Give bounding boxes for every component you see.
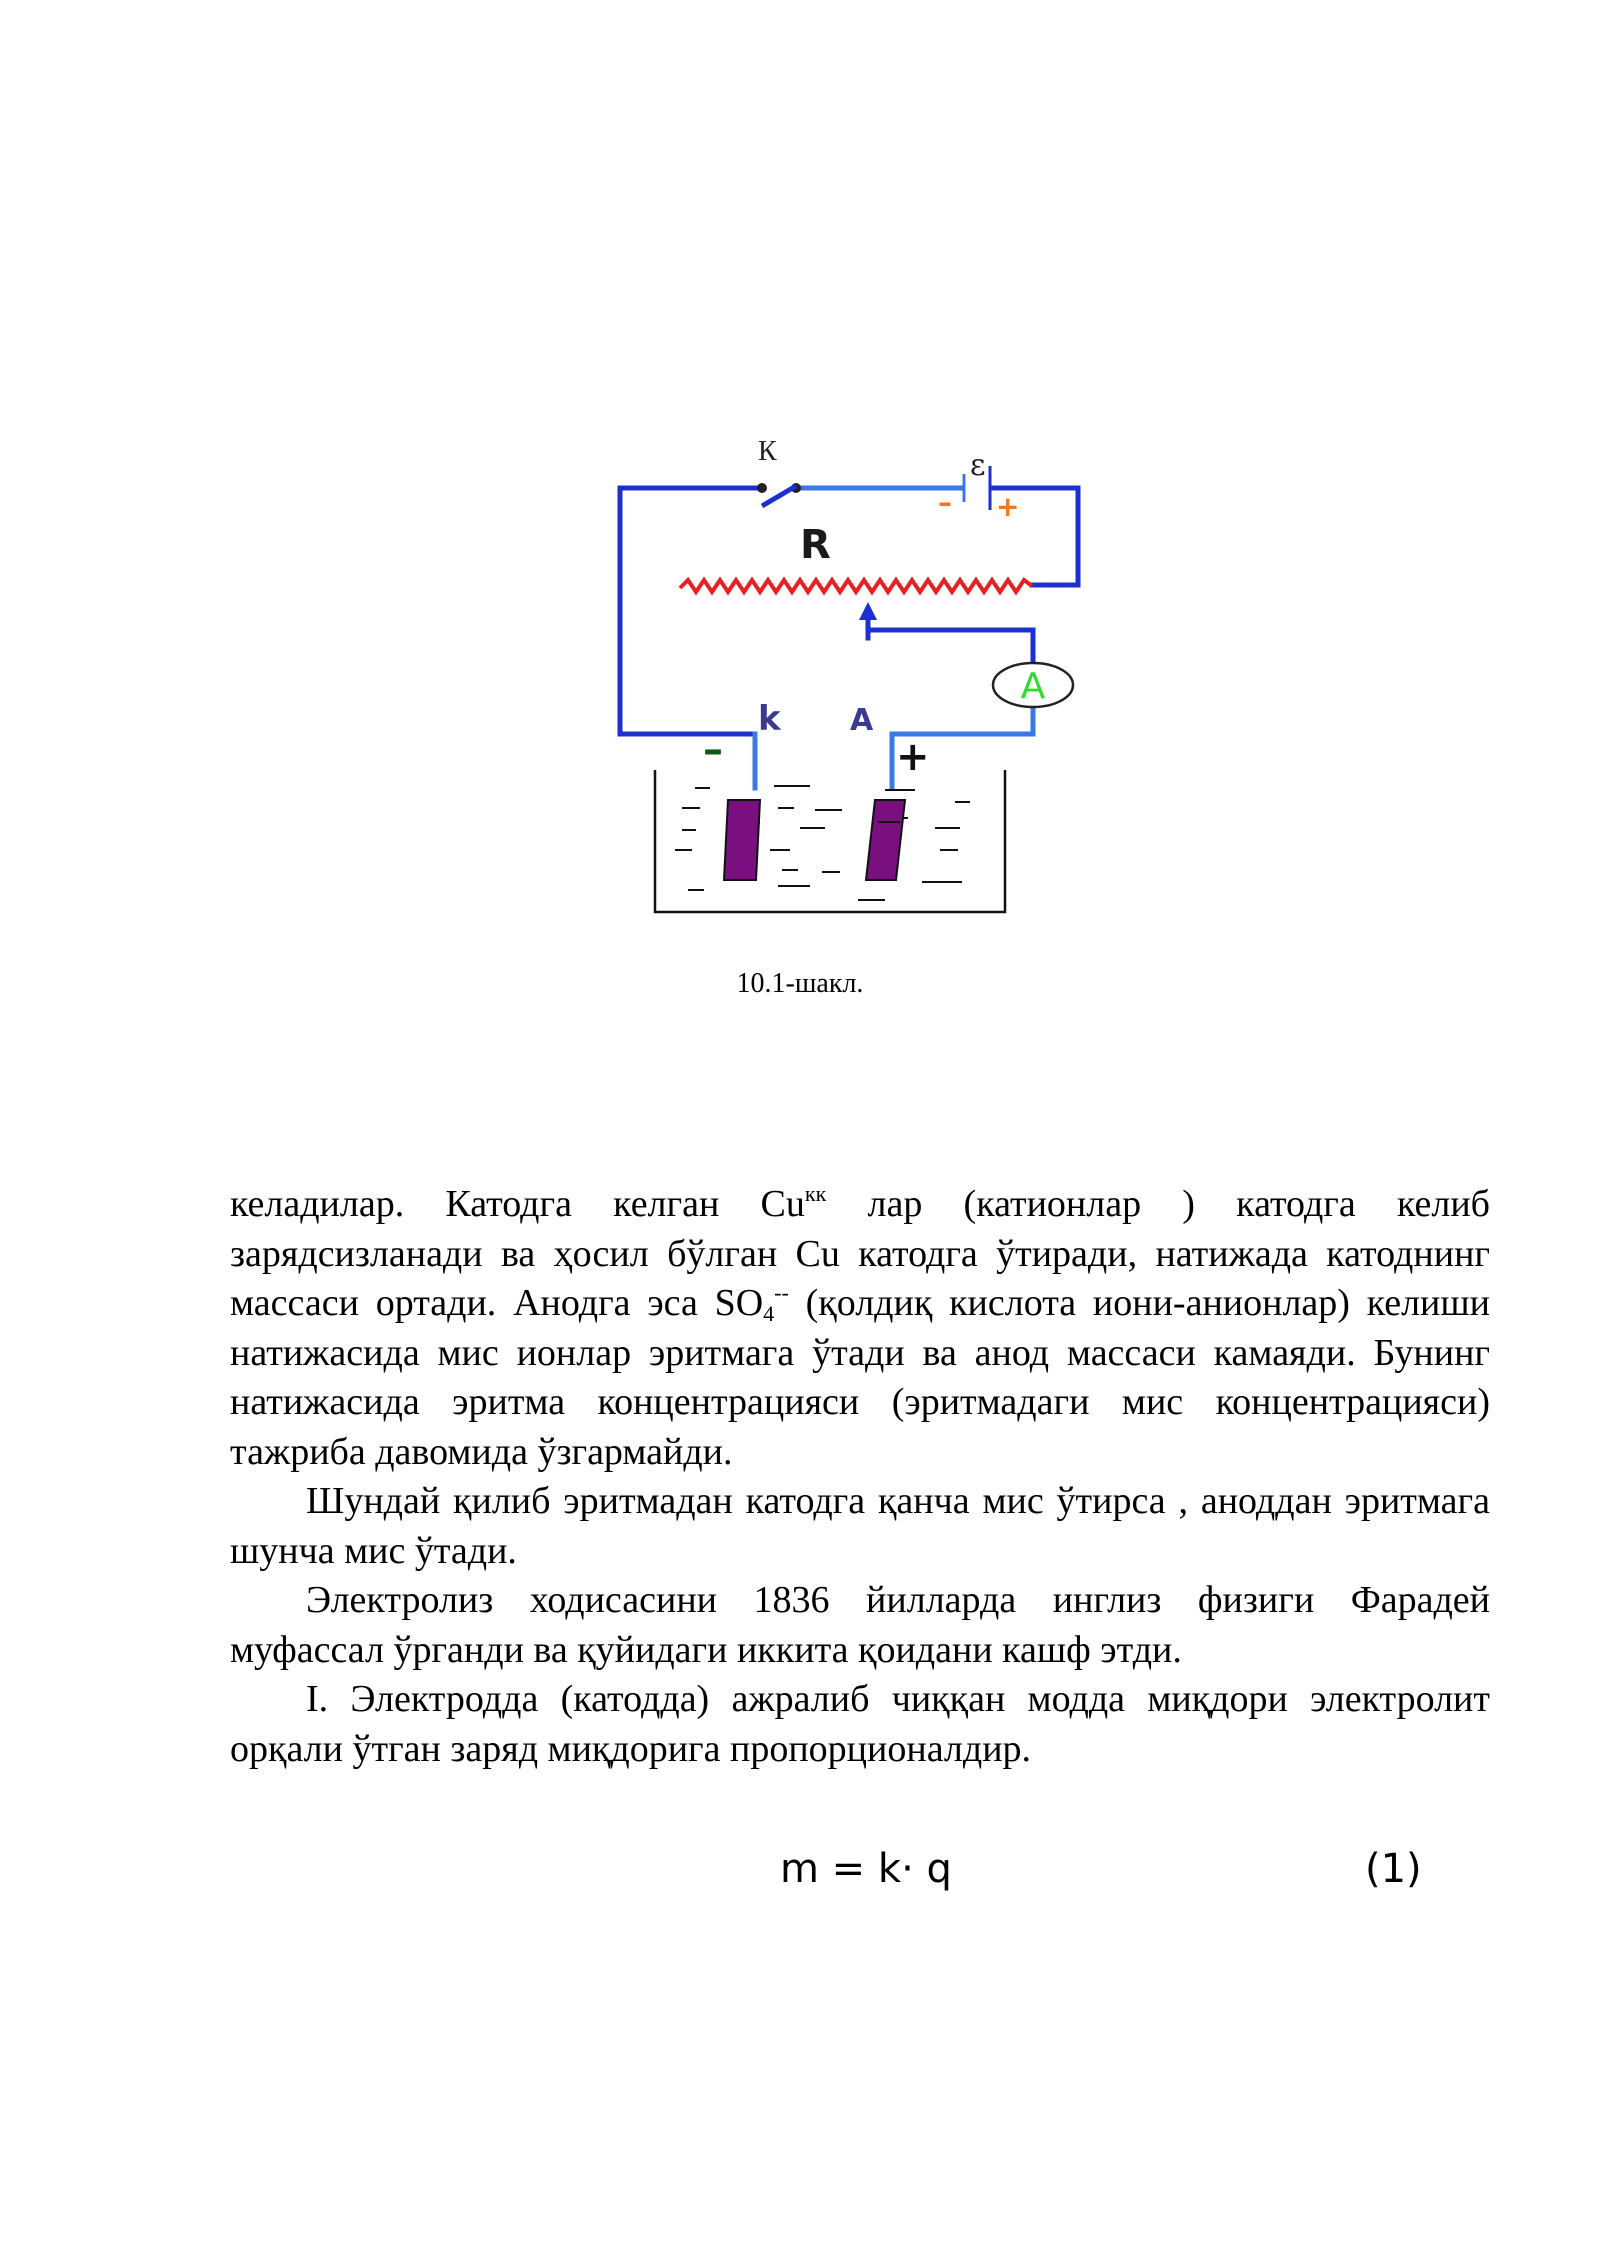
body-text <box>230 1180 1490 1774</box>
p1-text-1: келадилар. Катодга келган Cu <box>230 1183 805 1225</box>
switch-label: К <box>758 436 777 467</box>
anode-sign: + <box>896 734 930 780</box>
so4-subscript: 4 <box>763 1301 775 1326</box>
paragraph-2: Шундай қилиб эритмадан катодга қанча мис ўтирса , аноддан эритмага шунча мис ўтади. <box>230 1480 1490 1572</box>
resistor-label: R <box>800 522 831 568</box>
cathode-label: k <box>758 699 781 739</box>
battery-plus: + <box>996 490 1020 523</box>
anode-label: A <box>850 703 874 738</box>
electrolysis-circuit-diagram <box>600 430 1110 930</box>
paragraph-4: I. Электродда (катодда) ажралиб чиққан модда миқдори электролит орқали ўтган заряд миқдорига пропорционалдир. <box>230 1678 1490 1770</box>
p1-text-2: лар (катионлар ) катодга келиб зарядсизланади ва ҳосил бўлган Cu катодга ўтиради, натижада катоднинг массаси ортади. Анодга эса SO <box>230 1183 1490 1324</box>
equation-number: (1) <box>1365 1846 1422 1892</box>
anode-electrode <box>866 800 905 880</box>
figure-caption <box>0 968 1600 1000</box>
so4-superscript: -- <box>774 1280 789 1305</box>
cathode-sign: – <box>703 727 723 773</box>
p1-text-3: (қолдиқ кислота иони-анионлар) келиши натижасида мис ионлар эритмага ўтади ва анод массаси камаяди. Бунинг натижасида эритма концентрацияси (эритмадаги мис концентрацияси) тажриба давомида ўзгармайди. <box>230 1282 1490 1473</box>
paragraph-1 <box>230 1180 1490 1477</box>
paragraph-3: Электролиз ходисасини 1836 йилларда инглиз физиги Фарадей муфассал ўрганди ва қуйидаги иккита қоидани кашф этди. <box>230 1579 1490 1671</box>
ammeter <box>993 663 1073 707</box>
ammeter-label: A <box>1020 666 1046 707</box>
faraday-formula: m = k· q <box>780 1846 952 1892</box>
switch <box>757 436 801 506</box>
circuit-wires <box>620 488 1078 788</box>
electrolytic-bath <box>655 770 1005 912</box>
rheostat <box>680 522 1032 632</box>
caption-text: 10.1-шакл. <box>736 968 864 999</box>
cathode-electrode <box>724 800 760 880</box>
battery-minus: – <box>938 486 952 519</box>
emf-label: ε <box>970 448 986 483</box>
cu-superscript: кк <box>804 1181 827 1206</box>
